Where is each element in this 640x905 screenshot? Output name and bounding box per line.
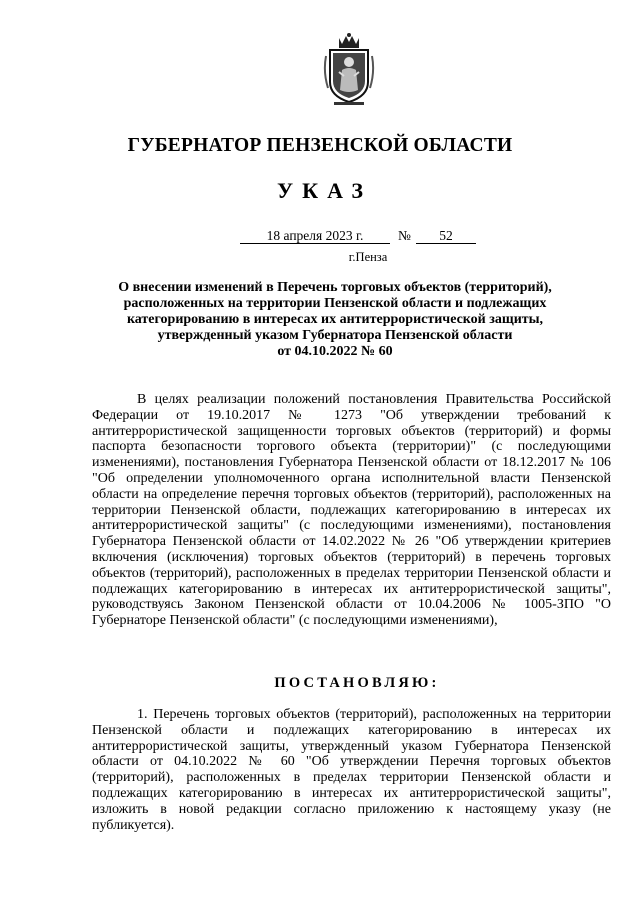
document-subject <box>100 280 570 360</box>
number-sign: № <box>398 228 411 243</box>
city: г.Пенза <box>348 250 388 264</box>
preamble-paragraph: В целях реализации положений постановления Правительства Российской Федерации от 19.10.2017 № 1273 "Об утверждении требований к антитеррористической защищенности торговых объектов (территорий) и формы паспорта безопасности торгового объекта (территории)" (с последующими изменениями), постановления Губернатора Пензенской области от 18.12.2017 № 106 "Об определении уполномоченного органа исполнительной власти Пензенской области на определение перечня торговых объектов (территорий), расположенных на территории Пензенской области, подлежащих категорированию в интересах их антитеррористической защиты" (с последующими изменениями), постановления Губернатора Пензенской области от 14.02.2022 № 26 "Об утверждении критериев включения (исключения) торговых объектов (территорий) в перечень торговых объектов (территорий), расположенных в пределах территории Пензенской области и подлежащих категорированию в интересах их антитеррористической защиты", руководствуясь Законом Пензенской области от 10.04.2006 № 1005-ЗПО "О Губернаторе Пензенской области" (с последующими изменениями), <box>92 392 611 629</box>
subject-line: от 04.10.2022 № 60 <box>277 344 393 359</box>
document-type: УКАЗ <box>276 178 373 203</box>
authority-title: ГУБЕРНАТОР ПЕНЗЕНСКОЙ ОБЛАСТИ <box>127 135 513 156</box>
subject-line: утвержденный указом Губернатора Пензенской области <box>157 328 513 343</box>
subject-line: О внесении изменений в Перечень торговых объектов (территорий), <box>118 280 552 295</box>
document-date: 18 апреля 2023 г. <box>240 228 390 244</box>
decree-word: ПОСТАНОВЛЯЮ: <box>274 675 440 691</box>
coat-of-arms-icon <box>322 32 376 106</box>
document-number: 52 <box>416 228 476 244</box>
subject-line: категорированию в интересах их антитеррористической защиты, <box>126 312 544 327</box>
item-1-paragraph: 1. Перечень торговых объектов (территорий), расположенных на территории Пензенской области и подлежащих категорированию в интересах их антитеррористической защиты, утвержденный указом Губернатора Пензенской области от 04.10.2022 № 60 "Об утверждении Перечня торговых объектов (территорий), расположенных в пределах территории Пензенской области и подлежащих категорированию в интересах их антитеррористической защиты", изложить в новой редакции согласно приложению к настоящему указу (не публикуется). <box>92 707 611 833</box>
date-number-line <box>240 228 476 246</box>
subject-line: расположенных на территории Пензенской области и подлежащих <box>123 296 547 311</box>
